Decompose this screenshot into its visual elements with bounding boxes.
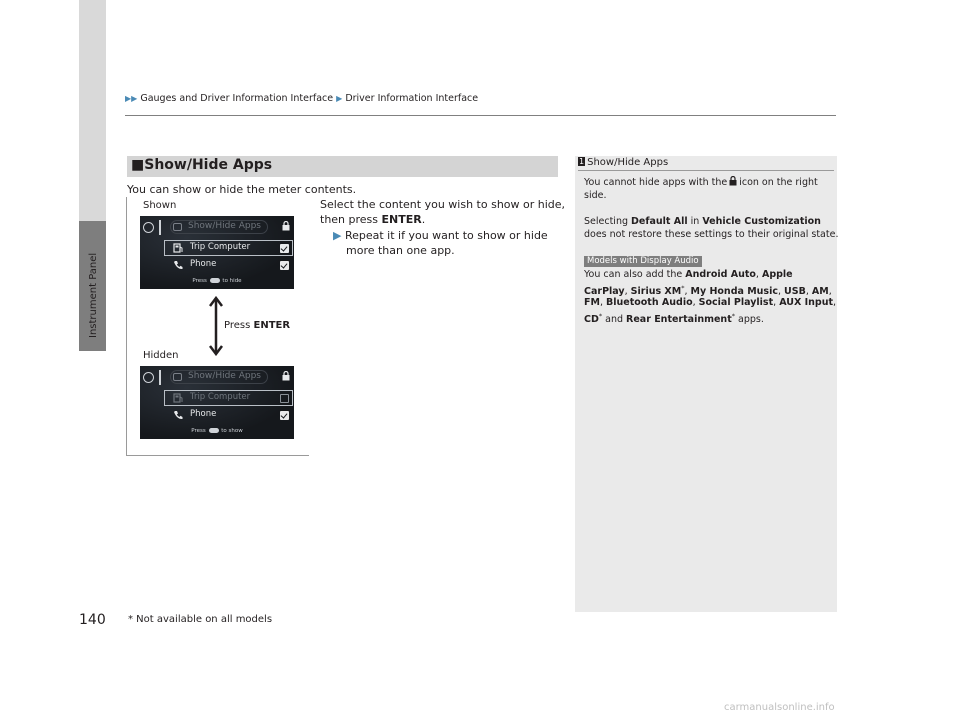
- home-icon: [143, 222, 154, 233]
- row-trip-computer: Trip Computer: [190, 392, 251, 402]
- note-p3-line3: FM, Bluetooth Audio, Social Playlist, AUX Input,: [584, 297, 837, 308]
- models-badge: Models with Display Audio: [584, 256, 702, 267]
- breadcrumb-arrow-icon: ▶: [336, 94, 343, 103]
- apps-icon: [173, 373, 182, 381]
- sub-step-line-2: more than one app.: [346, 244, 455, 257]
- step-line-2: then press ENTER.: [320, 213, 426, 226]
- note-p2-line1: Selecting Default All in Vehicle Customization: [584, 216, 821, 227]
- row-phone: Phone: [190, 409, 217, 419]
- phone-icon: [173, 260, 183, 270]
- section-title: ■Show/Hide Apps: [131, 157, 273, 173]
- label-hidden: Hidden: [143, 350, 179, 361]
- checkbox-checked-icon: [280, 411, 289, 420]
- watermark[interactable]: carmanualsonline.info: [724, 702, 835, 713]
- screen-shown: [140, 216, 294, 289]
- side-tab-background: [79, 0, 106, 221]
- apps-icon: [173, 223, 182, 231]
- section-header: [127, 156, 558, 177]
- lock-icon: [729, 176, 737, 186]
- row-phone: Phone: [190, 259, 217, 269]
- note-p1-line2: side.: [584, 190, 607, 201]
- step-line-1: Select the content you wish to show or hide,: [320, 198, 566, 211]
- label-shown: Shown: [143, 200, 177, 211]
- press-enter-label: Press ENTER: [224, 320, 291, 331]
- checkbox-unchecked-icon: [280, 394, 289, 403]
- note-p3-line1: You can also add the Android Auto, Apple: [584, 269, 793, 280]
- row-trip-computer: Trip Computer: [190, 242, 251, 252]
- checkbox-checked-icon: [280, 244, 289, 253]
- home-icon: [143, 372, 154, 383]
- screen-hidden: [140, 366, 294, 439]
- trip-computer-icon: [173, 243, 183, 253]
- lock-icon: [282, 371, 290, 381]
- checkbox-checked-icon: [280, 261, 289, 270]
- note-p3-line2: CarPlay, Sirius XM*, My Honda Music, USB, AM,: [584, 284, 832, 298]
- note-rule: [578, 170, 834, 171]
- enter-button-icon: [210, 278, 220, 283]
- lock-icon: [282, 221, 290, 231]
- screen-title: Show/Hide Apps: [188, 221, 261, 231]
- breadcrumb-arrow-icon: ▶▶: [125, 94, 138, 103]
- screen-hint: Press to show: [191, 428, 243, 434]
- sub-arrow-icon: ▶: [333, 229, 342, 242]
- intro-text: You can show or hide the meter contents.: [127, 183, 357, 196]
- sub-step-line-1: ▶ Repeat it if you want to show or hide: [333, 229, 548, 242]
- note-heading: 1 Show/Hide Apps: [579, 157, 669, 168]
- note-marker-icon: 1: [579, 157, 585, 166]
- header-rule: [125, 115, 836, 116]
- side-label: Instrument Panel: [88, 252, 99, 338]
- trip-computer-icon: [173, 393, 183, 403]
- enter-button-icon: [209, 428, 219, 433]
- note-p3-line4: CD* and Rear Entertainment* apps.: [584, 312, 764, 326]
- breadcrumb: [125, 93, 478, 104]
- breadcrumb-item-1[interactable]: Gauges and Driver Information Interface: [140, 93, 334, 104]
- footnote: * Not available on all models: [128, 614, 273, 625]
- note-p2-line2: does not restore these settings to their original state.: [584, 229, 839, 240]
- page-number: 140: [79, 612, 106, 628]
- breadcrumb-item-2[interactable]: Driver Information Interface: [345, 93, 479, 104]
- screen-title: Show/Hide Apps: [188, 371, 261, 381]
- note-p1-line1: You cannot hide apps with the icon on the right: [584, 177, 818, 188]
- phone-icon: [173, 410, 183, 420]
- screen-hint: Press to hide: [192, 278, 242, 284]
- double-arrow-icon: [208, 296, 224, 356]
